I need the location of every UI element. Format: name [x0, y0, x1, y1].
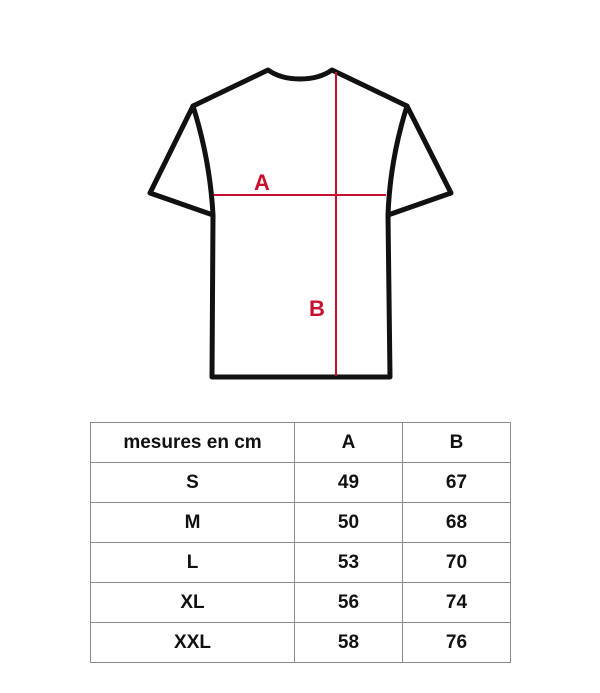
value-b-cell: 67	[403, 463, 511, 503]
size-cell: XL	[91, 583, 295, 623]
value-a-cell: 49	[295, 463, 403, 503]
table-row	[91, 463, 511, 503]
value-b-cell: 76	[403, 623, 511, 663]
table-row	[91, 543, 511, 583]
value-a-cell: 56	[295, 583, 403, 623]
value-b-cell: 70	[403, 543, 511, 583]
size-chart-table	[90, 422, 511, 663]
size-cell: M	[91, 503, 295, 543]
value-a-cell: 50	[295, 503, 403, 543]
header-a: A	[295, 423, 403, 463]
size-cell: XXL	[91, 623, 295, 663]
label-b: B	[309, 296, 325, 321]
value-b-cell: 74	[403, 583, 511, 623]
header-b: B	[403, 423, 511, 463]
header-measures: mesures en cm	[91, 423, 295, 463]
label-a: A	[254, 170, 270, 195]
value-b-cell: 68	[403, 503, 511, 543]
table-row	[91, 623, 511, 663]
table-header-row	[91, 423, 511, 463]
value-a-cell: 58	[295, 623, 403, 663]
size-cell: S	[91, 463, 295, 503]
value-a-cell: 53	[295, 543, 403, 583]
table-row	[91, 503, 511, 543]
size-cell: L	[91, 543, 295, 583]
table-row	[91, 583, 511, 623]
